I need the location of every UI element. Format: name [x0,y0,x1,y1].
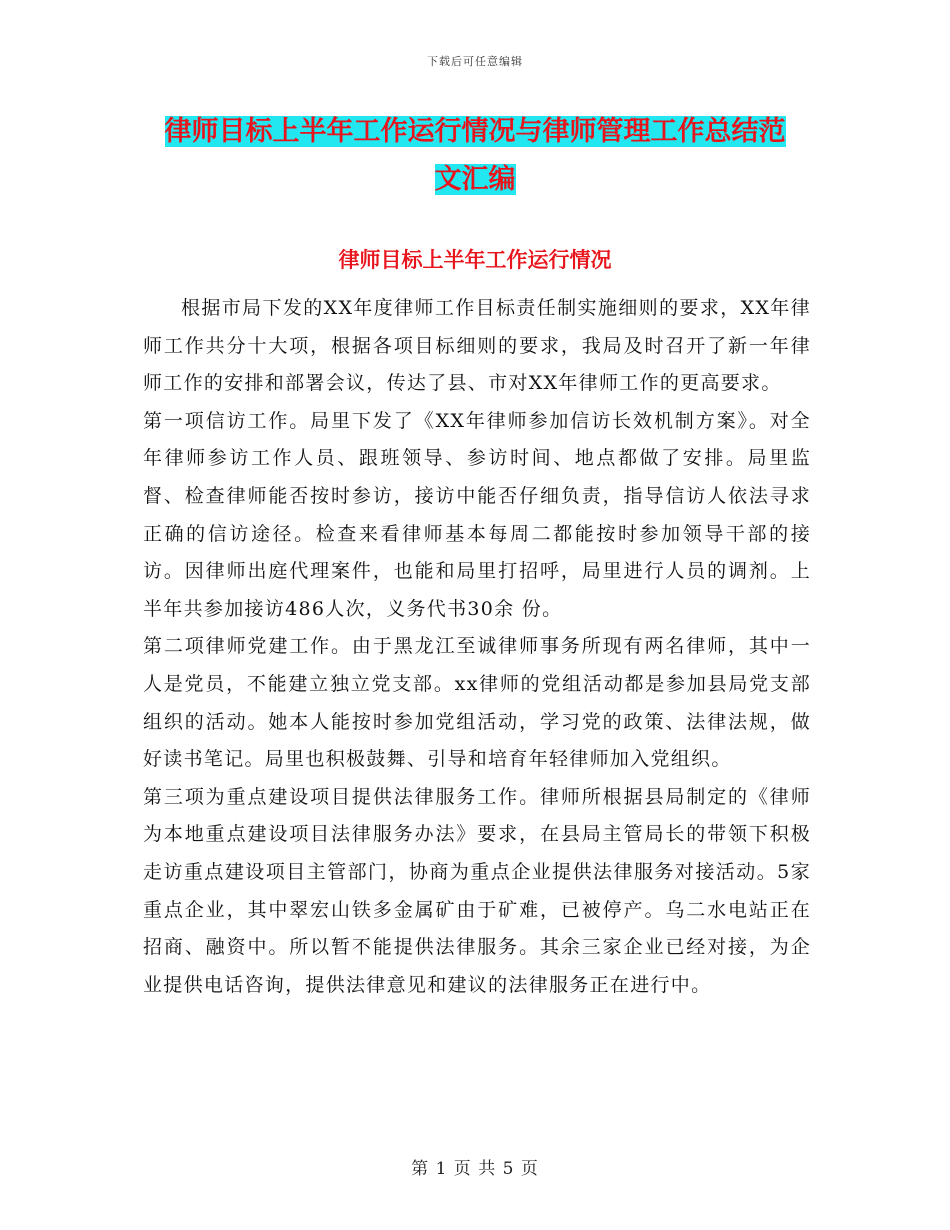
paragraph-item-3: 第三项为重点建设项目提供法律服务工作。律师所根据县局制定的《律师为本地重点建设项目法律服务办法》要求，在县局主管局长的带领下积极走访重点建设项目主管部门，协商为重点企业提供法律服务对接活动。5家重点企业，其中翠宏山铁多金属矿由于矿难，已被停产。乌二水电站正在招商、融资中。所以暂不能提供法律服务。其余三家企业已经对接，为企业提供电话咨询，提供法律意见和建议的法律服务正在进行中。 [143,785,811,996]
document-title-line-1: 律师目标上半年工作运行情况与律师管理工作总结范 [164,116,786,147]
paragraph-item-1: 第一项信访工作。局里下发了《XX年律师参加信访长效机制方案》。对全年律师参访工作人员、跟班领导、参访时间、地点都做了安排。局里监督、检查律师能否按时参访，接访中能否仔细负责，指导信访人依法寻求正确的信访途径。检查来看律师基本每周二都能按时参加领导干部的接访。因律师出庭代理案件，也能和局里打招呼，局里进行人员的调剂。上半年共参加接访486人次，义务代书30余 份。 [143,409,811,620]
document-title-line-2: 文汇编 [434,164,516,195]
paragraph-item-2: 第二项律师党建工作。由于黑龙江至诚律师事务所现有两名律师，其中一人是党员，不能建立独立党支部。xx律师的党组活动都是参加县局党支部组织的活动。她本人能按时参加党组活动，学习党的政策、法律法规，做好读书笔记。局里也积极鼓舞、引导和培育年轻律师加入党组织。 [143,635,811,771]
page-number-footer: 第 1 页 共 5 页 [411,1159,539,1179]
page-header-note: 下载后可任意编辑 [427,55,523,68]
paragraph-intro: 根据市局下发的XX年度律师工作目标责任制实施细则的要求，XX年律师工作共分十大项，根据各项目标细则的要求，我局及时召开了新一年律师工作的安排和部署会议，传达了县、市对XX年律师工作的更高要求。 [143,297,811,395]
document-title [150,108,800,204]
section-title: 律师目标上半年工作运行情况 [338,248,612,272]
document-body [143,290,811,1004]
